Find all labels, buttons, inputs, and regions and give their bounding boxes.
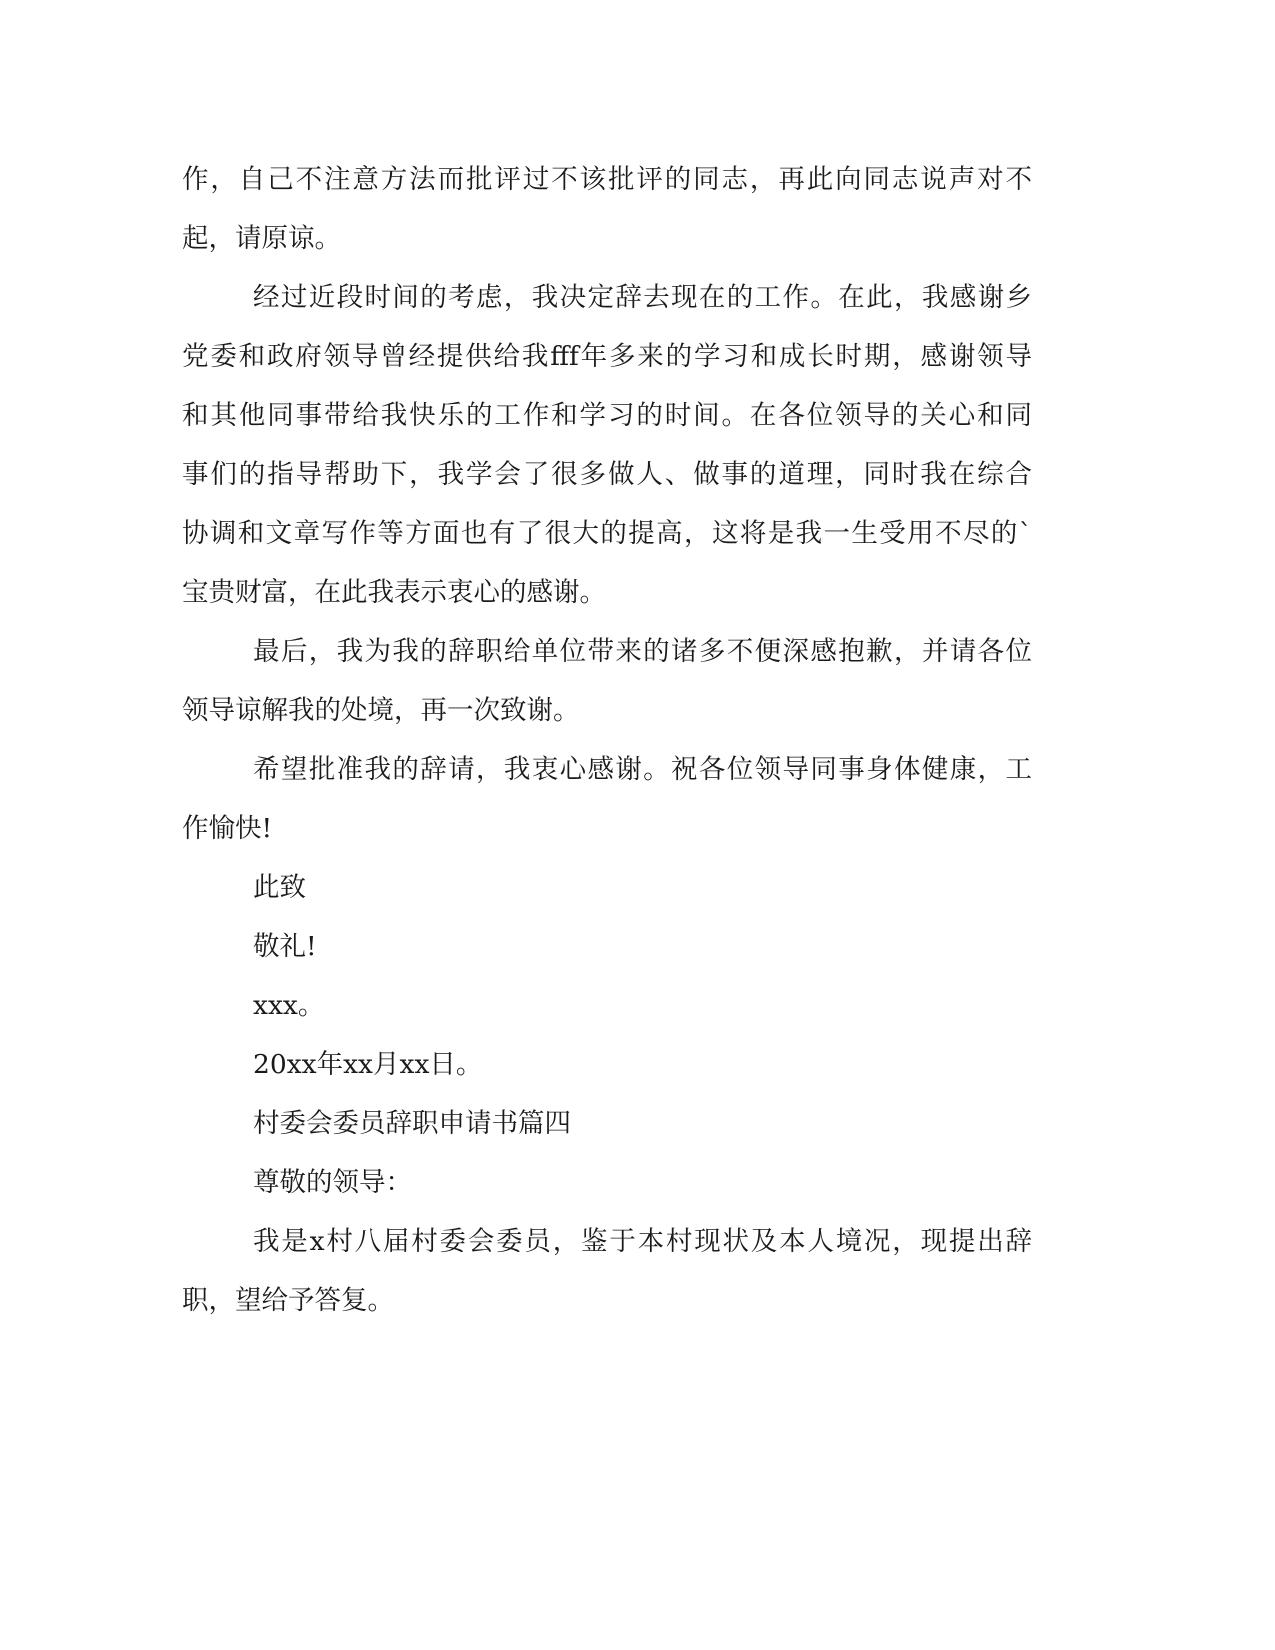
text-line: 宝贵财富，在此我表示衷心的感谢。 [182,577,606,608]
text-line: 职，望给予答复。 [182,1285,394,1316]
text-line: 协调和文章写作等方面也有了很大的提高，这将是我一生受用不尽的` [182,518,1032,549]
text-line: 作愉快! [182,813,273,844]
text-line: 我是x村八届村委会委员，鉴于本村现状及本人境况，现提出辞 [253,1226,1032,1257]
section-heading: 村委会委员辞职申请书篇四 [253,1108,571,1139]
text-line: 领导谅解我的处境，再一次致谢。 [182,695,580,726]
signature-name: xxx。 [253,990,325,1021]
closing-salutation: 此致 [253,872,306,903]
signature-date: 20xx年xx月xx日。 [253,1049,483,1080]
greeting: 尊敬的领导： [253,1167,412,1198]
closing-regards: 敬礼! [253,931,317,962]
text-line: 经过近段时间的考虑，我决定辞去现在的工作。在此，我感谢乡 [253,282,1032,313]
text-line: 党委和政府领导曾经提供给我fff年多来的学习和成长时期，感谢领导 [182,341,1032,372]
text-line: 和其他同事带给我快乐的工作和学习的时间。在各位领导的关心和同 [182,400,1032,431]
text-line: 事们的指导帮助下，我学会了很多做人、做事的道理，同时我在综合 [182,459,1032,490]
text-line: 希望批准我的辞请，我衷心感谢。祝各位领导同事身体健康，工 [253,754,1032,785]
text-line: 起，请原谅。 [182,223,341,254]
text-line: 最后，我为我的辞职给单位带来的诸多不便深感抱歉，并请各位 [253,636,1032,667]
text-line: 作，自己不注意方法而批评过不该批评的同志，再此向同志说声对不 [182,164,1032,195]
